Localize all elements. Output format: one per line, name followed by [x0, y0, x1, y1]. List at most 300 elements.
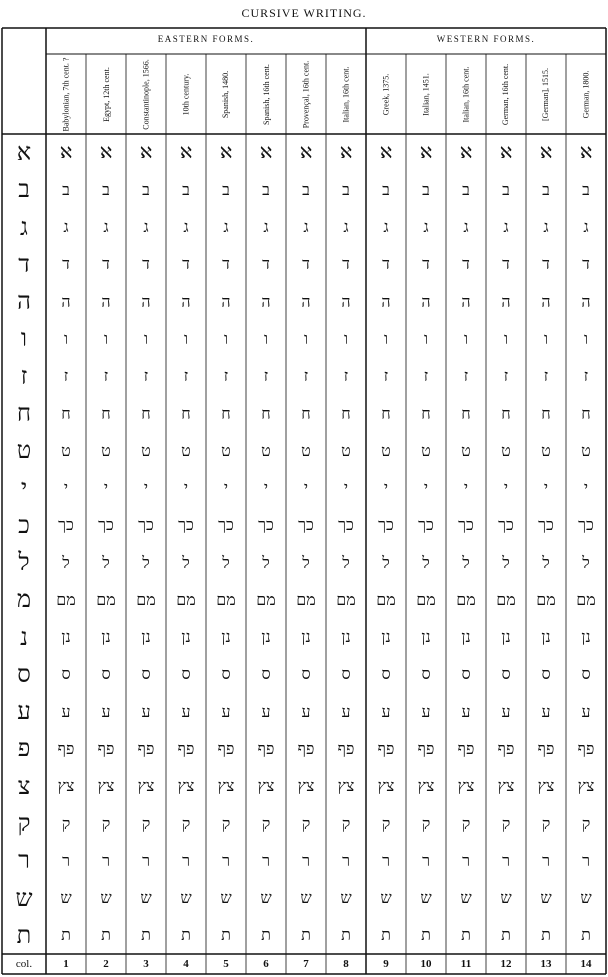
letter-form: ד	[62, 254, 70, 274]
row-letter: ד	[18, 249, 30, 278]
column-header	[86, 56, 126, 132]
letter-form: ב	[582, 179, 590, 199]
letter-form: ℵ	[500, 143, 512, 163]
letter-form: פף	[457, 738, 475, 758]
letter-form: ב	[62, 179, 70, 199]
letter-form: ח	[341, 403, 351, 423]
letter-form: ט	[421, 440, 431, 460]
column-number: 7	[303, 958, 309, 970]
letter-form: י	[383, 478, 389, 498]
letter-form: ℵ	[180, 143, 192, 163]
letter-form: כך	[138, 515, 154, 535]
row-letter: ח	[16, 399, 32, 428]
column-header-label: 10th century.	[181, 73, 191, 115]
column-header-label: Egypt, 12th cent.	[101, 66, 111, 122]
letter-form: ת	[261, 925, 271, 945]
column-number: 10	[420, 958, 432, 970]
letter-form: ת	[421, 925, 431, 945]
letter-form: ח	[221, 403, 231, 423]
letter-form: ק	[141, 813, 151, 833]
letter-form: ל	[582, 552, 590, 572]
letter-form: ר	[382, 850, 390, 870]
letter-form: י	[423, 478, 429, 498]
row-letter: פ	[17, 734, 31, 763]
letter-form: ט	[341, 440, 351, 460]
letter-form: צץ	[577, 776, 595, 796]
column-number: 14	[580, 958, 592, 970]
letter-form: ק	[541, 813, 551, 833]
letter-form: ה	[261, 291, 271, 311]
letter-form: ס	[541, 664, 551, 684]
letter-form: ס	[341, 664, 351, 684]
letter-form: ב	[262, 179, 270, 199]
letter-form: צץ	[297, 776, 315, 796]
column-header-label: Greek, 1375.	[381, 73, 391, 115]
letter-form: ב	[102, 179, 110, 199]
letter-form: ו	[343, 328, 349, 348]
column-number: 5	[223, 958, 229, 970]
letter-form: ד	[302, 254, 310, 274]
column-number: 9	[383, 958, 389, 970]
letter-form: ק	[381, 813, 391, 833]
letter-form: ℵ	[580, 143, 592, 163]
letter-form: נן	[541, 627, 551, 647]
column-header-label: Italian, 16th cent.	[341, 66, 351, 122]
letter-form: ד	[382, 254, 390, 274]
letter-form: נן	[421, 627, 431, 647]
letter-form: ל	[502, 552, 510, 572]
letter-form: ת	[501, 925, 511, 945]
letter-form: י	[183, 478, 189, 498]
column-header	[286, 56, 326, 132]
letter-form: ה	[141, 291, 151, 311]
letter-form: ℵ	[460, 143, 472, 163]
letter-form: ד	[462, 254, 470, 274]
column-number: 11	[460, 958, 472, 970]
letter-form: ו	[263, 328, 269, 348]
row-letter: כ	[18, 510, 30, 539]
letter-form: פף	[337, 738, 355, 758]
letter-form: פף	[57, 738, 75, 758]
letter-form: ז	[183, 366, 189, 386]
letter-form: י	[463, 478, 469, 498]
column-number: 6	[263, 958, 269, 970]
letter-form: ג	[423, 217, 429, 237]
letter-form: י	[223, 478, 229, 498]
letter-form: ט	[461, 440, 471, 460]
row-letter: ס	[17, 659, 31, 688]
letter-form: ע	[541, 701, 551, 721]
letter-form: ו	[183, 328, 189, 348]
row-letter: ע	[17, 697, 31, 726]
letter-form: ר	[542, 850, 550, 870]
letter-form: כך	[378, 515, 394, 535]
letter-form: ℵ	[100, 143, 112, 163]
letter-form: ח	[61, 403, 71, 423]
letter-form: י	[583, 478, 589, 498]
letter-form: ב	[182, 179, 190, 199]
letter-form: ג	[463, 217, 469, 237]
letter-form: נן	[341, 627, 351, 647]
column-header	[526, 56, 566, 132]
letter-form: ל	[342, 552, 350, 572]
letter-form: צץ	[457, 776, 475, 796]
letter-form: ו	[103, 328, 109, 348]
letter-form: י	[343, 478, 349, 498]
letter-form: ת	[221, 925, 231, 945]
letter-form: מם	[416, 589, 436, 609]
letter-form: מם	[136, 589, 156, 609]
letter-form: ח	[421, 403, 431, 423]
letter-form: נן	[501, 627, 511, 647]
letter-form: ס	[301, 664, 311, 684]
letter-form: ר	[182, 850, 190, 870]
letter-form: ק	[221, 813, 231, 833]
letter-form: ט	[221, 440, 231, 460]
row-letter: נ	[20, 622, 28, 651]
letter-form: ש	[220, 888, 232, 908]
letter-form: ס	[141, 664, 151, 684]
letter-form: ס	[61, 664, 71, 684]
letter-form: י	[63, 478, 69, 498]
letter-form: ז	[583, 366, 589, 386]
letter-form: כך	[178, 515, 194, 535]
letter-form: ד	[582, 254, 590, 274]
letter-form: פף	[217, 738, 235, 758]
letter-form: ע	[261, 701, 271, 721]
letter-form: ז	[263, 366, 269, 386]
letter-form: ב	[462, 179, 470, 199]
letter-form: ב	[382, 179, 390, 199]
letter-form: צץ	[57, 776, 75, 796]
letter-form: ו	[223, 328, 229, 348]
letter-form: ר	[62, 850, 70, 870]
letter-form: ע	[101, 701, 111, 721]
letter-form: נן	[381, 627, 391, 647]
letter-form: מם	[176, 589, 196, 609]
letter-form: ℵ	[540, 143, 552, 163]
letter-form: כך	[218, 515, 234, 535]
letter-form: ס	[501, 664, 511, 684]
letter-form: ש	[460, 888, 472, 908]
letter-form: ד	[262, 254, 270, 274]
column-header-label: Spanish, 16th cent.	[261, 63, 271, 125]
letter-form: ת	[61, 925, 71, 945]
letter-form: צץ	[137, 776, 155, 796]
letter-form: ש	[300, 888, 312, 908]
letter-form: י	[143, 478, 149, 498]
letter-form: ט	[181, 440, 191, 460]
letter-form: ג	[383, 217, 389, 237]
column-header	[406, 56, 446, 132]
row-letter: ק	[17, 809, 31, 838]
letter-form: צץ	[537, 776, 555, 796]
letter-form: ℵ	[260, 143, 272, 163]
letter-form: ק	[341, 813, 351, 833]
letter-form: ק	[101, 813, 111, 833]
row-letter: י	[20, 473, 28, 502]
letter-form: פף	[257, 738, 275, 758]
letter-form: ל	[262, 552, 270, 572]
letter-form: ח	[541, 403, 551, 423]
letter-form: ו	[503, 328, 509, 348]
letter-form: ג	[103, 217, 109, 237]
letter-form: ו	[143, 328, 149, 348]
letter-form: ס	[461, 664, 471, 684]
letter-form: ז	[223, 366, 229, 386]
row-letter: ר	[18, 846, 30, 875]
letter-form: ט	[261, 440, 271, 460]
letter-form: ג	[503, 217, 509, 237]
letter-form: מם	[456, 589, 476, 609]
letter-form: מם	[296, 589, 316, 609]
letter-form: ב	[142, 179, 150, 199]
letter-form: ז	[343, 366, 349, 386]
letter-form: ℵ	[340, 143, 352, 163]
letter-form: ח	[101, 403, 111, 423]
letter-form: ג	[543, 217, 549, 237]
letter-form: ס	[101, 664, 111, 684]
western-forms-header: WESTERN FORMS.	[436, 34, 536, 44]
letter-form: ל	[62, 552, 70, 572]
letter-form: ט	[581, 440, 591, 460]
letter-form: ש	[180, 888, 192, 908]
letter-form: צץ	[377, 776, 395, 796]
letter-form: כך	[58, 515, 74, 535]
letter-form: ש	[380, 888, 392, 908]
letter-form: ℵ	[140, 143, 152, 163]
letter-form: ה	[461, 291, 471, 311]
letter-form: ר	[462, 850, 470, 870]
letter-form: ח	[181, 403, 191, 423]
letter-form: ו	[423, 328, 429, 348]
row-letter: ו	[20, 324, 28, 353]
column-header	[46, 56, 86, 132]
letter-form: צץ	[337, 776, 355, 796]
letter-form: ח	[581, 403, 591, 423]
letter-form: פף	[97, 738, 115, 758]
letter-form: ש	[260, 888, 272, 908]
letter-form: ר	[102, 850, 110, 870]
letter-form: ק	[461, 813, 471, 833]
col-label: col.	[15, 958, 33, 970]
letter-form: י	[503, 478, 509, 498]
letter-form: ס	[261, 664, 271, 684]
letter-form: ה	[181, 291, 191, 311]
letter-form: ה	[221, 291, 231, 311]
letter-form: ל	[422, 552, 430, 572]
letter-form: ז	[303, 366, 309, 386]
column-number: 4	[183, 958, 189, 970]
letter-form: כך	[258, 515, 274, 535]
column-header-label: Spanish, 1480.	[221, 70, 231, 118]
letter-form: ר	[342, 850, 350, 870]
letter-form: ר	[502, 850, 510, 870]
letter-form: ר	[142, 850, 150, 870]
letter-form: ס	[381, 664, 391, 684]
column-header-label: German, 1800.	[581, 70, 591, 118]
letter-form: נן	[181, 627, 191, 647]
letter-form: ח	[461, 403, 471, 423]
letter-form: כך	[98, 515, 114, 535]
letter-form: ט	[381, 440, 391, 460]
column-header	[486, 56, 526, 132]
column-number: 3	[143, 958, 149, 970]
column-header-label: Babylonian, 7th cent. ?	[61, 57, 71, 131]
letter-form: צץ	[97, 776, 115, 796]
letter-form: כך	[418, 515, 434, 535]
letter-form: ש	[500, 888, 512, 908]
letter-form: כך	[298, 515, 314, 535]
column-header	[126, 56, 166, 132]
letter-form: י	[103, 478, 109, 498]
letter-form: פף	[497, 738, 515, 758]
letter-form: מם	[496, 589, 516, 609]
letter-form: ה	[101, 291, 111, 311]
letter-form: ק	[301, 813, 311, 833]
letter-form: ע	[181, 701, 191, 721]
letter-form: ט	[101, 440, 111, 460]
letter-form: מם	[376, 589, 396, 609]
column-number: 13	[540, 958, 552, 970]
letter-form: ח	[301, 403, 311, 423]
column-header	[166, 56, 206, 132]
column-header	[446, 56, 486, 132]
letter-form: נן	[461, 627, 471, 647]
letter-form: ד	[542, 254, 550, 274]
column-header-label: Italian, 1451.	[421, 72, 431, 116]
column-header	[246, 56, 286, 132]
letter-form: מם	[576, 589, 596, 609]
column-number: 2	[103, 958, 109, 970]
letter-form: כך	[498, 515, 514, 535]
letter-form: כך	[538, 515, 554, 535]
letter-form: ע	[61, 701, 71, 721]
letter-form: פף	[177, 738, 195, 758]
letter-form: ש	[540, 888, 552, 908]
row-letter: ת	[16, 920, 32, 949]
letter-form: ט	[141, 440, 151, 460]
letter-form: ק	[181, 813, 191, 833]
letter-form: ר	[422, 850, 430, 870]
letter-form: פף	[377, 738, 395, 758]
letter-form: ג	[263, 217, 269, 237]
letter-form: מם	[256, 589, 276, 609]
letter-form: ל	[102, 552, 110, 572]
column-header	[206, 56, 246, 132]
letter-form: ℵ	[60, 143, 72, 163]
letter-form: כך	[338, 515, 354, 535]
letter-form: כך	[578, 515, 594, 535]
letter-form: נן	[221, 627, 231, 647]
letter-form: ה	[541, 291, 551, 311]
letter-form: ד	[422, 254, 430, 274]
letter-form: ו	[543, 328, 549, 348]
letter-form: ל	[382, 552, 390, 572]
letter-form: נן	[301, 627, 311, 647]
letter-form: ב	[222, 179, 230, 199]
row-letter: ל	[18, 548, 30, 577]
letter-form: ל	[542, 552, 550, 572]
letter-form: ק	[581, 813, 591, 833]
letter-form: ע	[501, 701, 511, 721]
letter-form: ל	[462, 552, 470, 572]
column-number: 1	[63, 958, 69, 970]
letter-form: ת	[541, 925, 551, 945]
letter-form: ט	[301, 440, 311, 460]
letter-form: ח	[381, 403, 391, 423]
letter-form: ע	[141, 701, 151, 721]
letter-form: כך	[458, 515, 474, 535]
letter-form: צץ	[257, 776, 275, 796]
letter-form: ט	[501, 440, 511, 460]
letter-form: ר	[262, 850, 270, 870]
letter-form: ℵ	[220, 143, 232, 163]
letter-form: ℵ	[420, 143, 432, 163]
letter-form: ס	[421, 664, 431, 684]
letter-form: ה	[501, 291, 511, 311]
letter-form: ע	[381, 701, 391, 721]
letter-form: ת	[341, 925, 351, 945]
letter-form: נן	[261, 627, 271, 647]
column-header-label: German, 16th cent.	[501, 63, 511, 125]
letter-form: ב	[542, 179, 550, 199]
letter-form: י	[303, 478, 309, 498]
letter-form: ק	[261, 813, 271, 833]
letter-form: ג	[583, 217, 589, 237]
letter-form: ג	[143, 217, 149, 237]
column-header	[566, 56, 606, 132]
letter-form: ע	[421, 701, 431, 721]
letter-form: ג	[303, 217, 309, 237]
row-letter: מ	[16, 585, 32, 614]
letter-form: ה	[341, 291, 351, 311]
letter-form: ש	[580, 888, 592, 908]
letter-form: ז	[503, 366, 509, 386]
column-header	[366, 56, 406, 132]
letter-form: ל	[182, 552, 190, 572]
letter-form: ר	[222, 850, 230, 870]
letter-form: ש	[140, 888, 152, 908]
column-number: 12	[500, 958, 512, 970]
letter-form: ת	[181, 925, 191, 945]
letter-form: ו	[303, 328, 309, 348]
letter-form: נן	[101, 627, 111, 647]
letter-form: ז	[63, 366, 69, 386]
letter-form: ע	[221, 701, 231, 721]
letter-form: צץ	[417, 776, 435, 796]
letter-form: ט	[61, 440, 71, 460]
letter-form: ז	[143, 366, 149, 386]
letter-form: ת	[381, 925, 391, 945]
letter-form: ז	[423, 366, 429, 386]
letter-form: ק	[421, 813, 431, 833]
letter-form: ד	[222, 254, 230, 274]
letter-form: ק	[61, 813, 71, 833]
row-letter: ש	[15, 883, 33, 912]
letter-form: ה	[61, 291, 71, 311]
letter-form: ע	[461, 701, 471, 721]
letter-form: ז	[383, 366, 389, 386]
letter-form: ת	[581, 925, 591, 945]
letter-form: ר	[302, 850, 310, 870]
letter-form: ט	[541, 440, 551, 460]
letter-form: ה	[381, 291, 391, 311]
letter-form: ל	[222, 552, 230, 572]
letter-form: ז	[543, 366, 549, 386]
row-letter: א	[16, 138, 32, 167]
letter-form: ח	[261, 403, 271, 423]
